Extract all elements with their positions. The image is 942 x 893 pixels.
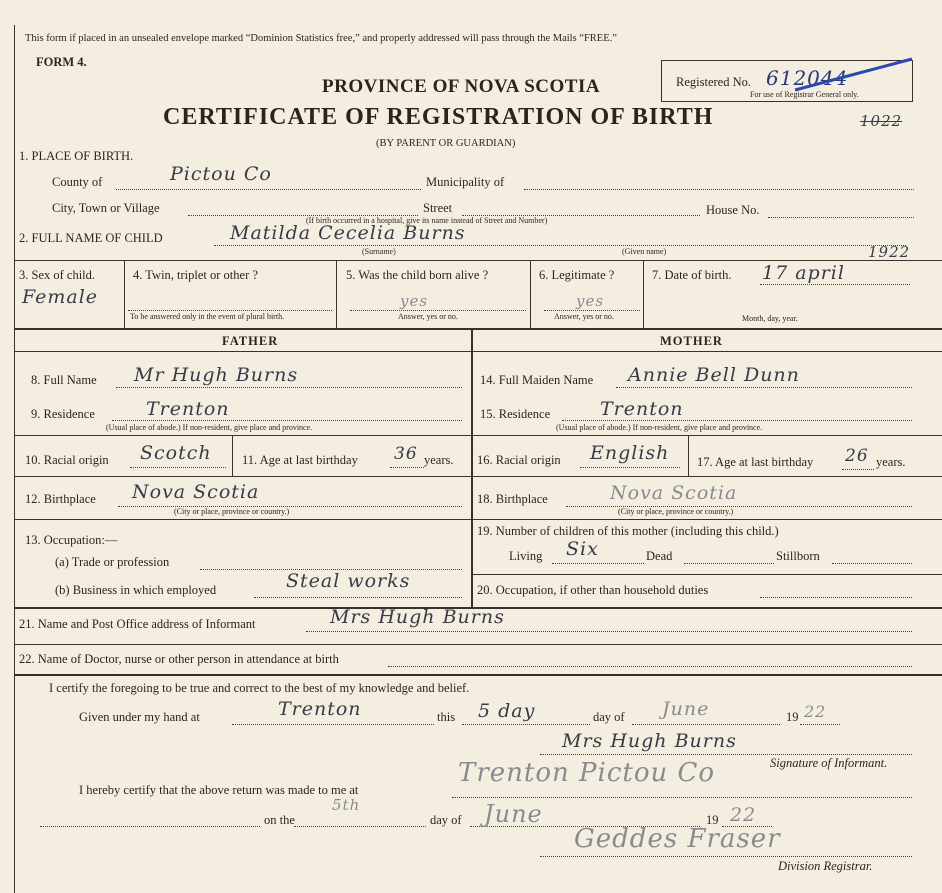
mother-name-label: 14. Full Maiden Name — [480, 373, 594, 387]
mother-name-value: Annie Bell Dunn — [628, 364, 800, 386]
on-the-label: on the — [264, 813, 295, 827]
certificate-subtitle: (BY PARENT OR GUARDIAN) — [376, 138, 516, 149]
mother-age-label: 17. Age at last birthday — [697, 455, 814, 469]
sex-value: Female — [22, 286, 99, 308]
doctor-label: 22. Name of Doctor, nurse or other person in attendance at birth — [19, 652, 339, 666]
stillborn-label: Stillborn — [776, 549, 820, 563]
father-racial-value: Scotch — [140, 442, 212, 464]
birth-year-value: 1922 — [868, 243, 911, 261]
mother-residence-note: (Usual place of abode.) If non-resident, give place and province. — [556, 423, 763, 432]
mother-residence-label: 15. Residence — [480, 407, 551, 421]
this-label: this — [437, 710, 456, 724]
father-birthplace-label: 12. Birthplace — [25, 492, 96, 506]
child-name-value: Matilda Cecelia Burns — [230, 222, 466, 244]
year-prefix: 19 — [786, 710, 799, 724]
surname-note: (Surname) — [362, 247, 396, 256]
blue-pen-stroke — [790, 55, 920, 95]
registered-label: Registered No. — [676, 75, 751, 89]
registrar-signature: Geddes Fraser — [574, 824, 781, 854]
father-residence-value: Trenton — [146, 398, 230, 420]
street-label: Street — [423, 201, 453, 215]
registrar-certify-text: I hereby certify that the above return was made to me at — [79, 783, 359, 797]
certificate-title: CERTIFICATE OF REGISTRATION OF BIRTH — [163, 104, 714, 130]
registrar-note: For use of Registrar General only. — [750, 90, 859, 99]
trade-label: (a) Trade or profession — [55, 555, 170, 569]
certify-text: I certify the foregoing to be true and correct to the best of my knowledge and belief. — [49, 681, 470, 695]
dob-value: 17 april — [762, 262, 845, 284]
legitimate-value: yes — [576, 292, 605, 310]
father-residence-label: 9. Residence — [31, 407, 95, 421]
mail-note: This form if placed in an unsealed envelope marked “Dominion Statistics free,” and properly addressed will pass through the Mails “FREE.” — [25, 33, 617, 44]
this-day-value: 5 day — [478, 700, 536, 722]
registrar-day-of-label: day of — [430, 813, 462, 827]
year-value: 22 — [804, 702, 827, 721]
father-name-label: 8. Full Name — [31, 373, 97, 387]
father-residence-note: (Usual place of abode.) If non-resident, give place and province. — [106, 423, 313, 432]
father-age-label: 11. Age at last birthday — [242, 453, 358, 467]
living-label: Living — [509, 549, 543, 563]
hospital-note: (If birth occurred in a hospital, give its name instead of Street and Number) — [306, 216, 548, 225]
day-of-label: day of — [593, 710, 625, 724]
registrar-label: Division Registrar. — [778, 859, 873, 873]
place-of-birth-heading: 1. PLACE OF BIRTH. — [19, 149, 134, 163]
informant-signature: Mrs Hugh Burns — [562, 730, 737, 752]
mother-residence-value: Trenton — [600, 398, 684, 420]
registrar-month-value: June — [484, 800, 543, 828]
given-place-value: Trenton — [278, 698, 362, 720]
legitimate-note: Answer, yes or no. — [554, 312, 614, 321]
child-name-label: 2. FULL NAME OF CHILD — [19, 231, 163, 245]
mother-years: years. — [876, 455, 906, 469]
father-racial-label: 10. Racial origin — [25, 453, 109, 467]
father-birthplace-note: (City or place, province or country.) — [174, 507, 290, 516]
municipality-label: Municipality of — [426, 175, 505, 189]
mother-racial-label: 16. Racial origin — [477, 453, 561, 467]
father-heading: FATHER — [222, 334, 279, 348]
county-label: County of — [52, 175, 103, 189]
mother-occupation-label: 20. Occupation, if other than household duties — [477, 583, 709, 597]
dob-label: 7. Date of birth. — [652, 268, 732, 282]
mother-racial-value: English — [590, 442, 670, 464]
county-value: Pictou Co — [170, 163, 272, 185]
registrar-year-prefix: 19 — [706, 813, 719, 827]
father-name-value: Mr Hugh Burns — [134, 364, 299, 386]
informant-value: Mrs Hugh Burns — [330, 606, 505, 628]
born-alive-note: Answer, yes or no. — [398, 312, 458, 321]
legitimate-label: 6. Legitimate ? — [539, 268, 615, 282]
father-occupation-label: 13. Occupation:— — [25, 533, 118, 547]
mother-age-value: 26 — [845, 446, 869, 466]
twin-label: 4. Twin, triplet or other ? — [133, 268, 258, 282]
children-label: 19. Number of children of this mother (including this child.) — [477, 524, 779, 538]
mother-birthplace-value: Nova Scotia — [610, 482, 738, 504]
corner-note: 1022 — [860, 112, 903, 130]
registered-number: 612044 — [766, 66, 849, 90]
mother-heading: MOTHER — [660, 334, 723, 348]
left-border — [14, 25, 15, 893]
given-name-note: (Given name) — [622, 247, 667, 256]
given-under-label: Given under my hand at — [79, 710, 200, 724]
mother-birthplace-label: 18. Birthplace — [477, 492, 548, 506]
twin-note: To be answered only in the event of plural birth. — [130, 312, 285, 321]
mother-birthplace-note: (City or place, province or country.) — [618, 507, 734, 516]
registrar-place-value: Trenton Pictou Co — [458, 758, 716, 788]
business-value: Steal works — [286, 570, 411, 592]
born-alive-value: yes — [400, 292, 429, 310]
signature-label: Signature of Informant. — [770, 756, 888, 770]
province-heading: PROVINCE OF NOVA SCOTIA — [322, 76, 601, 97]
dob-note: Month, day, year. — [742, 314, 798, 323]
informant-label: 21. Name and Post Office address of Informant — [19, 617, 256, 631]
sex-label: 3. Sex of child. — [19, 268, 96, 282]
born-alive-label: 5. Was the child born alive ? — [346, 268, 489, 282]
registrar-year-value: 22 — [730, 804, 757, 826]
form-number: FORM 4. — [36, 55, 87, 69]
house-label: House No. — [706, 203, 760, 217]
father-birthplace-value: Nova Scotia — [132, 481, 260, 503]
month-value: June — [662, 698, 710, 720]
father-years: years. — [424, 453, 454, 467]
city-label: City, Town or Village — [52, 201, 160, 215]
dead-label: Dead — [646, 549, 673, 563]
father-age-value: 36 — [394, 444, 418, 464]
on-the-value: 5th — [332, 796, 361, 814]
business-label: (b) Business in which employed — [55, 583, 217, 597]
living-value: Six — [566, 538, 599, 560]
